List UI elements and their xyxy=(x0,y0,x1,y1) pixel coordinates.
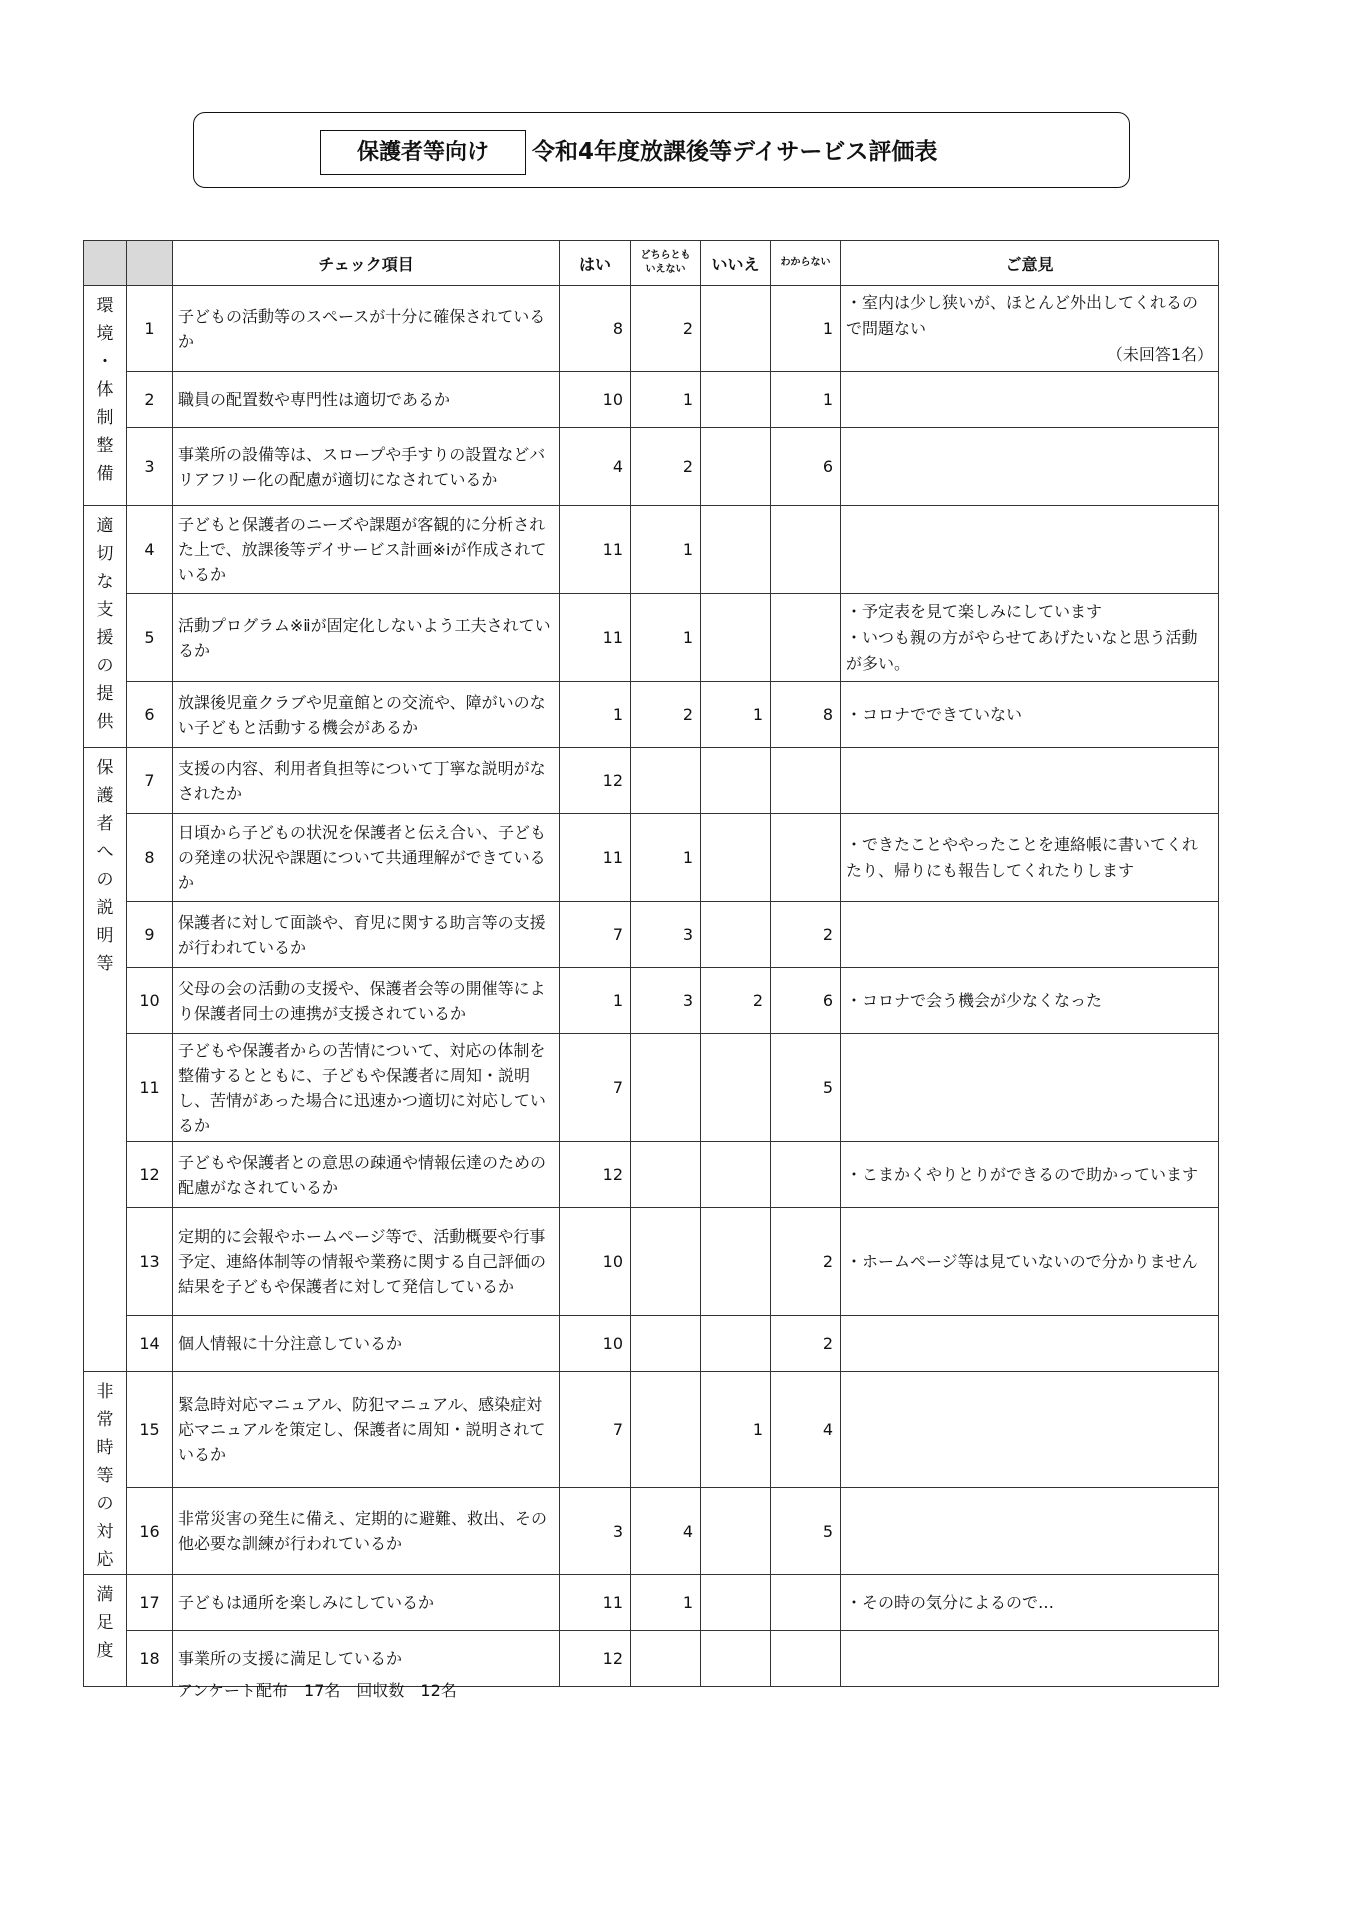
category-label xyxy=(84,1372,127,1575)
row-number: 18 xyxy=(127,1631,173,1687)
no-count xyxy=(701,428,771,506)
opinion-line: ・こまかくやりとりができるので助かっています xyxy=(846,1164,1199,1184)
no-count xyxy=(701,1034,771,1142)
neither-count: 2 xyxy=(631,428,701,506)
evaluation-table xyxy=(83,240,1219,1687)
neither-count xyxy=(631,1631,701,1687)
no-count xyxy=(701,594,771,682)
no-count xyxy=(701,902,771,968)
opinion-line: ・できたことややったことを連絡帳に書いてくれたり、帰りにも報告してくれたりします xyxy=(846,834,1199,880)
check-item: 職員の配置数や専門性は適切であるか xyxy=(173,372,560,428)
table-row xyxy=(84,1034,1219,1142)
row-number: 10 xyxy=(127,968,173,1034)
category-char: 時 xyxy=(96,1438,114,1458)
row-number: 4 xyxy=(127,506,173,594)
opinion-cell xyxy=(841,1488,1219,1575)
category-char: な xyxy=(96,572,114,592)
no-count xyxy=(701,1631,771,1687)
unknown-count: 6 xyxy=(771,428,841,506)
opinion-cell xyxy=(841,1034,1219,1142)
table-row xyxy=(84,594,1219,682)
unknown-count: 5 xyxy=(771,1488,841,1575)
check-item: 非常災害の発生に備え、定期的に避難、救出、その他必要な訓練が行われているか xyxy=(173,1488,560,1575)
neither-count: 1 xyxy=(631,372,701,428)
unanswered-note: （未回答1名） xyxy=(1106,344,1213,364)
yes-count: 12 xyxy=(560,1142,631,1208)
yes-count: 8 xyxy=(560,286,631,372)
table-row xyxy=(84,1208,1219,1316)
category-char: 度 xyxy=(96,1641,114,1661)
category-header xyxy=(84,241,127,286)
category-label xyxy=(84,286,127,506)
item-header: チェック項目 xyxy=(173,241,560,286)
opinion-line: ・その時の気分によるので… xyxy=(846,1592,1055,1612)
category-char: 保 xyxy=(96,758,114,778)
opinion-header: ご意見 xyxy=(841,241,1219,286)
check-item: 子どもの活動等のスペースが十分に確保されているか xyxy=(173,286,560,372)
opinion-cell xyxy=(841,1575,1219,1631)
opinion-line: ・ホームページ等は見ていないので分かりません xyxy=(846,1251,1198,1271)
opinion-cell xyxy=(841,1208,1219,1316)
category-char: 支 xyxy=(96,600,114,620)
neither-count: 2 xyxy=(631,682,701,748)
category-char: 環 xyxy=(96,296,114,316)
row-number: 14 xyxy=(127,1316,173,1372)
category-char: へ xyxy=(96,842,114,862)
neither-count: 3 xyxy=(631,902,701,968)
check-item: 定期的に会報やホームページ等で、活動概要や行事予定、連絡体制等の情報や業務に関する自己評価の結果を子どもや保護者に対して発信しているか xyxy=(173,1208,560,1316)
neither-count xyxy=(631,748,701,814)
category-char: 等 xyxy=(96,954,114,974)
row-number: 11 xyxy=(127,1034,173,1142)
check-item: 放課後児童クラブや児童館との交流や、障がいのない子どもと活動する機会があるか xyxy=(173,682,560,748)
no-count xyxy=(701,1488,771,1575)
unknown-count xyxy=(771,748,841,814)
neither-count: 4 xyxy=(631,1488,701,1575)
unknown-count xyxy=(771,594,841,682)
yes-count: 1 xyxy=(560,682,631,748)
category-label xyxy=(84,748,127,1372)
opinion-cell xyxy=(841,594,1219,682)
category-char: 応 xyxy=(96,1550,114,1570)
category-char: 切 xyxy=(96,544,114,564)
check-item: 事業所の設備等は、スロープや手すりの設置などバリアフリー化の配慮が適切になされているか xyxy=(173,428,560,506)
opinion-cell xyxy=(841,968,1219,1034)
row-number: 5 xyxy=(127,594,173,682)
no-count xyxy=(701,1575,771,1631)
neither-count xyxy=(631,1208,701,1316)
row-number: 16 xyxy=(127,1488,173,1575)
no-count xyxy=(701,1208,771,1316)
yes-header: はい xyxy=(560,241,631,286)
neither-header-line1: どちらとも xyxy=(640,250,691,261)
check-item: 日頃から子どもの状況を保護者と伝え合い、子どもの発達の状況や課題について共通理解ができているか xyxy=(173,814,560,902)
category-char: 境 xyxy=(96,324,114,344)
unknown-count: 6 xyxy=(771,968,841,1034)
row-number: 12 xyxy=(127,1142,173,1208)
unknown-count: 4 xyxy=(771,1372,841,1488)
opinion-cell xyxy=(841,1142,1219,1208)
neither-count xyxy=(631,1316,701,1372)
check-item: 活動プログラム※ⅱが固定化しないよう工夫されているか xyxy=(173,594,560,682)
check-item: 緊急時対応マニュアル、防犯マニュアル、感染症対応マニュアルを策定し、保護者に周知・説明されているか xyxy=(173,1372,560,1488)
table-row xyxy=(84,506,1219,594)
category-char: 常 xyxy=(96,1410,114,1430)
audience-tag: 保護者等向け xyxy=(320,130,526,175)
table-row xyxy=(84,1575,1219,1631)
row-number: 7 xyxy=(127,748,173,814)
category-char: の xyxy=(96,656,114,676)
category-char: 護 xyxy=(96,786,114,806)
category-char: 足 xyxy=(96,1613,114,1633)
table-body xyxy=(84,286,1219,1687)
page-title: 令和4年度放課後等デイサービス評価表 xyxy=(532,139,938,165)
category-char: の xyxy=(96,1494,114,1514)
opinion-cell xyxy=(841,902,1219,968)
no-count: 1 xyxy=(701,1372,771,1488)
row-number: 15 xyxy=(127,1372,173,1488)
neither-count: 2 xyxy=(631,286,701,372)
unknown-count: 2 xyxy=(771,1208,841,1316)
yes-count: 11 xyxy=(560,1575,631,1631)
category-char: 体 xyxy=(96,380,114,400)
opinion-line: ・室内は少し狭いが、ほとんど外出してくれるので問題ない xyxy=(846,292,1199,338)
no-count xyxy=(701,1142,771,1208)
table-row xyxy=(84,428,1219,506)
yes-count: 7 xyxy=(560,1372,631,1488)
no-count: 2 xyxy=(701,968,771,1034)
neither-count: 1 xyxy=(631,506,701,594)
opinion-line: ・コロナでできていない xyxy=(846,704,1023,724)
no-count xyxy=(701,814,771,902)
opinion-line: ・コロナで会う機会が少なくなった xyxy=(846,990,1103,1010)
yes-count: 7 xyxy=(560,1034,631,1142)
opinion-cell xyxy=(841,506,1219,594)
unknown-count xyxy=(771,814,841,902)
category-char: 等 xyxy=(96,1466,114,1486)
category-label xyxy=(84,506,127,748)
category-char: 供 xyxy=(96,712,114,732)
survey-footnote: アンケート配布 17名 回収数 12名 xyxy=(177,1681,457,1700)
category-char: 備 xyxy=(96,464,114,484)
category-char: ・ xyxy=(96,352,114,372)
yes-count: 4 xyxy=(560,428,631,506)
table-row xyxy=(84,682,1219,748)
opinion-line: ・予定表を見て楽しみにしています xyxy=(846,601,1103,621)
category-char: 非 xyxy=(96,1382,114,1402)
table-row xyxy=(84,1316,1219,1372)
check-item: 父母の会の活動の支援や、保護者会等の開催等により保護者同士の連携が支援されているか xyxy=(173,968,560,1034)
opinion-cell xyxy=(841,814,1219,902)
category-char: 適 xyxy=(96,516,114,536)
neither-count xyxy=(631,1142,701,1208)
category-char: 整 xyxy=(96,436,114,456)
table-row xyxy=(84,372,1219,428)
unknown-count: 1 xyxy=(771,286,841,372)
table-row xyxy=(84,286,1219,372)
opinion-cell xyxy=(841,1372,1219,1488)
category-char: 援 xyxy=(96,628,114,648)
unknown-count xyxy=(771,1631,841,1687)
table-row xyxy=(84,814,1219,902)
opinion-cell xyxy=(841,428,1219,506)
check-item: 保護者に対して面談や、育児に関する助言等の支援が行われているか xyxy=(173,902,560,968)
unknown-count: 8 xyxy=(771,682,841,748)
opinion-cell xyxy=(841,748,1219,814)
table-row xyxy=(84,1372,1219,1488)
category-label xyxy=(84,1575,127,1687)
yes-count: 11 xyxy=(560,594,631,682)
yes-count: 12 xyxy=(560,1631,631,1687)
row-number: 8 xyxy=(127,814,173,902)
neither-count: 1 xyxy=(631,594,701,682)
no-header: いいえ xyxy=(701,241,771,286)
number-header xyxy=(127,241,173,286)
neither-count xyxy=(631,1372,701,1488)
category-char: の xyxy=(96,870,114,890)
neither-header-line2: いえない xyxy=(645,264,686,275)
check-item: 事業所の支援に満足しているか xyxy=(173,1631,560,1687)
yes-count: 10 xyxy=(560,1316,631,1372)
table-row xyxy=(84,1488,1219,1575)
table-row xyxy=(84,1142,1219,1208)
category-char: 明 xyxy=(96,926,114,946)
neither-count: 3 xyxy=(631,968,701,1034)
yes-count: 10 xyxy=(560,1208,631,1316)
row-number: 3 xyxy=(127,428,173,506)
yes-count: 12 xyxy=(560,748,631,814)
unknown-header: わからない xyxy=(771,241,841,286)
yes-count: 7 xyxy=(560,902,631,968)
yes-count: 10 xyxy=(560,372,631,428)
table-row xyxy=(84,968,1219,1034)
unknown-count: 2 xyxy=(771,902,841,968)
row-number: 13 xyxy=(127,1208,173,1316)
unknown-count xyxy=(771,1575,841,1631)
no-count xyxy=(701,506,771,594)
neither-count xyxy=(631,1034,701,1142)
title-box xyxy=(193,112,1130,188)
category-char: 制 xyxy=(96,408,114,428)
check-item: 子どもと保護者のニーズや課題が客観的に分析された上で、放課後等デイサービス計画※ⅰが作成されているか xyxy=(173,506,560,594)
table-row xyxy=(84,748,1219,814)
neither-count: 1 xyxy=(631,1575,701,1631)
check-item: 支援の内容、利用者負担等について丁寧な説明がなされたか xyxy=(173,748,560,814)
row-number: 6 xyxy=(127,682,173,748)
unknown-count: 1 xyxy=(771,372,841,428)
check-item: 個人情報に十分注意しているか xyxy=(173,1316,560,1372)
unknown-count: 2 xyxy=(771,1316,841,1372)
category-char: 説 xyxy=(96,898,114,918)
unknown-count xyxy=(771,506,841,594)
category-char: 対 xyxy=(96,1522,114,1542)
yes-count: 3 xyxy=(560,1488,631,1575)
no-count xyxy=(701,748,771,814)
category-char: 者 xyxy=(96,814,114,834)
opinion-cell xyxy=(841,372,1219,428)
no-count xyxy=(701,286,771,372)
no-count xyxy=(701,372,771,428)
no-count: 1 xyxy=(701,682,771,748)
check-item: 子どもや保護者からの苦情について、対応の体制を整備するとともに、子どもや保護者に周知・説明し、苦情があった場合に迅速かつ適切に対応しているか xyxy=(173,1034,560,1142)
no-count xyxy=(701,1316,771,1372)
yes-count: 11 xyxy=(560,506,631,594)
check-item: 子どもは通所を楽しみにしているか xyxy=(173,1575,560,1631)
unknown-count xyxy=(771,1142,841,1208)
table-header-row xyxy=(84,241,1219,286)
category-char: 満 xyxy=(96,1585,114,1605)
opinion-line: ・いつも親の方がやらせてあげたいなと思う活動が多い。 xyxy=(846,627,1198,673)
opinion-cell xyxy=(841,682,1219,748)
row-number: 1 xyxy=(127,286,173,372)
table-row xyxy=(84,902,1219,968)
yes-count: 11 xyxy=(560,814,631,902)
row-number: 2 xyxy=(127,372,173,428)
opinion-cell xyxy=(841,1631,1219,1687)
row-number: 17 xyxy=(127,1575,173,1631)
row-number: 9 xyxy=(127,902,173,968)
yes-count: 1 xyxy=(560,968,631,1034)
unknown-count: 5 xyxy=(771,1034,841,1142)
check-item: 子どもや保護者との意思の疎通や情報伝達のための配慮がなされているか xyxy=(173,1142,560,1208)
opinion-cell xyxy=(841,1316,1219,1372)
neither-header xyxy=(631,241,701,286)
neither-count: 1 xyxy=(631,814,701,902)
category-char: 提 xyxy=(96,684,114,704)
opinion-cell xyxy=(841,286,1219,372)
